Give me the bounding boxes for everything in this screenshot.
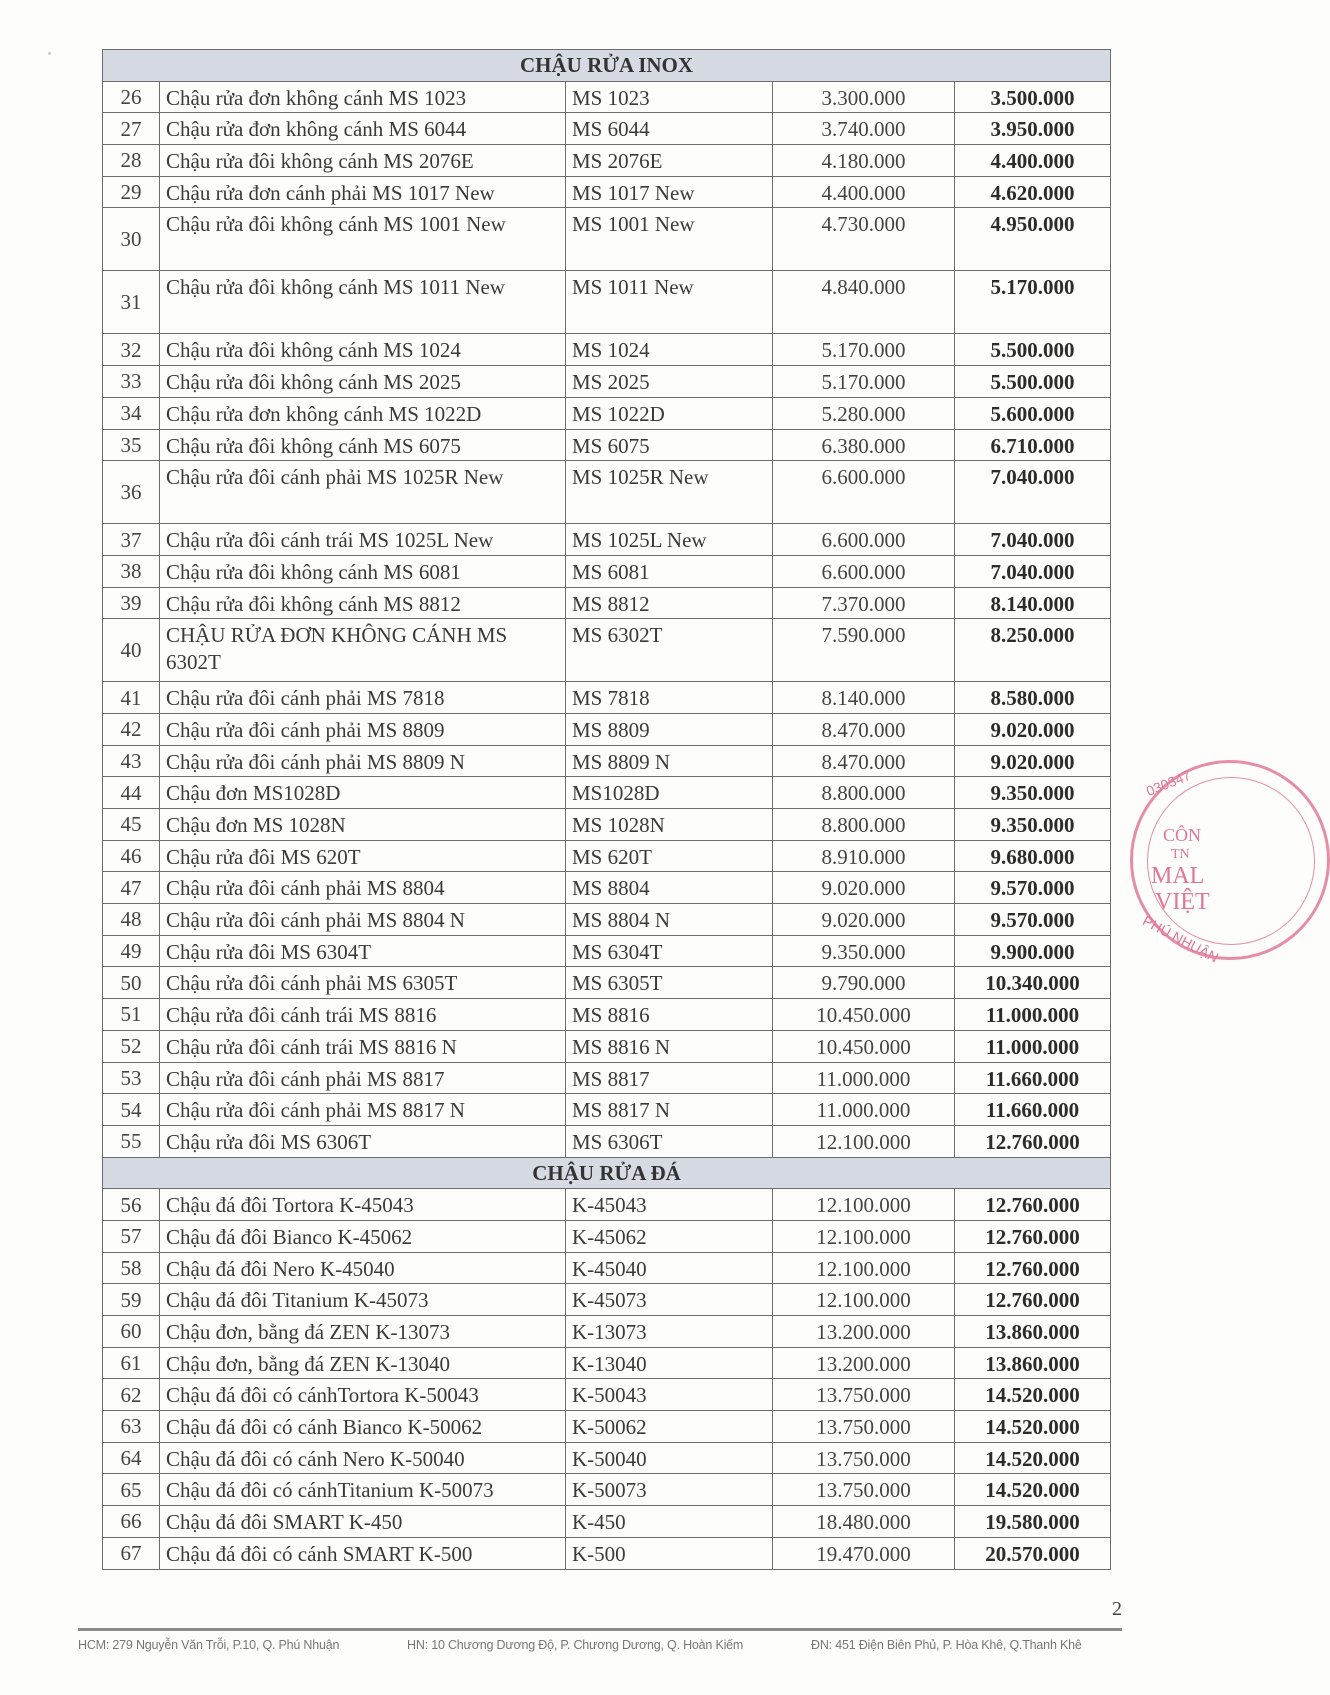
table-row — [103, 524, 1111, 556]
price-old: 12.100.000 — [773, 1125, 955, 1157]
product-code: MS 6306T — [566, 1125, 773, 1157]
product-name: Chậu đá đôi Titanium K-45073 — [160, 1284, 566, 1316]
price-new: 7.040.000 — [955, 524, 1111, 556]
row-number: 37 — [103, 524, 160, 556]
row-number: 62 — [103, 1379, 160, 1411]
product-name: Chậu đá đôi có cánh Bianco K-50062 — [160, 1411, 566, 1443]
section-header-row — [103, 1157, 1111, 1189]
price-old: 12.100.000 — [773, 1252, 955, 1284]
product-name: Chậu rửa đôi không cánh MS 1011 New — [160, 271, 566, 334]
product-name: Chậu đơn MS 1028N — [160, 809, 566, 841]
price-old: 13.200.000 — [773, 1347, 955, 1379]
row-number: 58 — [103, 1252, 160, 1284]
price-new: 8.250.000 — [955, 619, 1111, 682]
row-number: 41 — [103, 682, 160, 714]
row-number: 46 — [103, 840, 160, 872]
table-row — [103, 1189, 1111, 1221]
price-old: 12.100.000 — [773, 1220, 955, 1252]
footer-address-dn: ĐN: 451 Điện Biên Phủ, P. Hòa Khê, Q.Thanh Khê — [811, 1638, 1082, 1652]
table-row — [103, 208, 1111, 271]
price-old: 9.790.000 — [773, 967, 955, 999]
stamp-text-4: VIỆT — [1155, 889, 1210, 915]
price-new: 6.710.000 — [955, 429, 1111, 461]
product-code: MS 1001 New — [566, 208, 773, 271]
product-code: K-450 — [566, 1506, 773, 1538]
price-new: 11.660.000 — [955, 1062, 1111, 1094]
row-number: 53 — [103, 1062, 160, 1094]
price-new: 3.500.000 — [955, 81, 1111, 113]
table-row — [103, 713, 1111, 745]
product-code: MS 1023 — [566, 81, 773, 113]
product-name: Chậu đá đôi Tortora K-45043 — [160, 1189, 566, 1221]
price-new: 19.580.000 — [955, 1506, 1111, 1538]
product-name: Chậu rửa đôi không cánh MS 1024 — [160, 334, 566, 366]
stamp-text-1: CÔN — [1163, 825, 1202, 845]
price-table-body — [103, 50, 1111, 1570]
product-code: K-500 — [566, 1537, 773, 1569]
product-code: MS 6044 — [566, 113, 773, 145]
product-code: MS 620T — [566, 840, 773, 872]
product-code: MS 8809 — [566, 713, 773, 745]
price-old: 7.370.000 — [773, 587, 955, 619]
price-new: 9.350.000 — [955, 777, 1111, 809]
price-new: 9.020.000 — [955, 713, 1111, 745]
price-new: 8.140.000 — [955, 587, 1111, 619]
table-row — [103, 1094, 1111, 1126]
table-row — [103, 1506, 1111, 1538]
product-name: Chậu rửa đôi cánh phải MS 6305T — [160, 967, 566, 999]
price-old: 12.100.000 — [773, 1284, 955, 1316]
row-number: 27 — [103, 113, 160, 145]
product-code: MS 6081 — [566, 555, 773, 587]
table-row — [103, 555, 1111, 587]
price-old: 11.000.000 — [773, 1062, 955, 1094]
table-row — [103, 1284, 1111, 1316]
price-old: 4.730.000 — [773, 208, 955, 271]
price-old: 4.400.000 — [773, 176, 955, 208]
product-code: K-13073 — [566, 1316, 773, 1348]
price-old: 4.840.000 — [773, 271, 955, 334]
product-code: MS 8817 — [566, 1062, 773, 1094]
product-code: K-50062 — [566, 1411, 773, 1443]
price-old: 8.910.000 — [773, 840, 955, 872]
price-new: 8.580.000 — [955, 682, 1111, 714]
price-old: 11.000.000 — [773, 1094, 955, 1126]
table-row — [103, 429, 1111, 461]
row-number: 30 — [103, 208, 160, 271]
product-name: Chậu rửa đôi cánh phải MS 8804 — [160, 872, 566, 904]
product-name: Chậu rửa đôi cánh trái MS 1025L New — [160, 524, 566, 556]
product-code: K-50073 — [566, 1474, 773, 1506]
row-number: 56 — [103, 1189, 160, 1221]
price-new: 4.400.000 — [955, 145, 1111, 177]
table-row — [103, 840, 1111, 872]
product-name: Chậu rửa đôi không cánh MS 1001 New — [160, 208, 566, 271]
price-new: 14.520.000 — [955, 1442, 1111, 1474]
row-number: 36 — [103, 461, 160, 524]
table-row — [103, 777, 1111, 809]
product-code: MS1028D — [566, 777, 773, 809]
table-row — [103, 809, 1111, 841]
row-number: 39 — [103, 587, 160, 619]
product-code: MS 8817 N — [566, 1094, 773, 1126]
section-header-row — [103, 50, 1111, 82]
table-row — [103, 366, 1111, 398]
product-name: Chậu rửa đôi cánh phải MS 8809 — [160, 713, 566, 745]
product-name: Chậu rửa đơn cánh phải MS 1017 New — [160, 176, 566, 208]
row-number: 32 — [103, 334, 160, 366]
price-old: 19.470.000 — [773, 1537, 955, 1569]
price-new: 14.520.000 — [955, 1411, 1111, 1443]
product-code: MS 8809 N — [566, 745, 773, 777]
row-number: 63 — [103, 1411, 160, 1443]
price-old: 6.600.000 — [773, 524, 955, 556]
price-new: 5.170.000 — [955, 271, 1111, 334]
price-new: 9.020.000 — [955, 745, 1111, 777]
product-name: Chậu đá đôi Bianco K-45062 — [160, 1220, 566, 1252]
footer-divider — [78, 1628, 1122, 1631]
row-number: 31 — [103, 271, 160, 334]
product-code: MS 6304T — [566, 935, 773, 967]
product-name: Chậu rửa đôi MS 620T — [160, 840, 566, 872]
row-number: 49 — [103, 935, 160, 967]
price-old: 8.800.000 — [773, 777, 955, 809]
price-old: 9.020.000 — [773, 872, 955, 904]
row-number: 66 — [103, 1506, 160, 1538]
stamp-text-2: TN — [1171, 847, 1190, 862]
row-number: 26 — [103, 81, 160, 113]
product-name: Chậu rửa đôi không cánh MS 2025 — [160, 366, 566, 398]
product-name: Chậu rửa đôi cánh phải MS 7818 — [160, 682, 566, 714]
table-row — [103, 967, 1111, 999]
product-name: Chậu rửa đôi không cánh MS 6075 — [160, 429, 566, 461]
product-name: Chậu đá đôi có cánh SMART K-500 — [160, 1537, 566, 1569]
table-row — [103, 935, 1111, 967]
price-old: 9.020.000 — [773, 904, 955, 936]
product-name: Chậu rửa đôi cánh phải MS 8804 N — [160, 904, 566, 936]
price-new: 5.500.000 — [955, 334, 1111, 366]
table-row — [103, 619, 1111, 682]
product-code: K-50040 — [566, 1442, 773, 1474]
price-old: 5.170.000 — [773, 366, 955, 398]
product-code: K-50043 — [566, 1379, 773, 1411]
row-number: 44 — [103, 777, 160, 809]
product-code: K-13040 — [566, 1347, 773, 1379]
row-number: 47 — [103, 872, 160, 904]
product-code: MS 1011 New — [566, 271, 773, 334]
footer-address-hcm: HCM: 279 Nguyễn Văn Trỗi, P.10, Q. Phú Nhuận — [78, 1638, 340, 1652]
row-number: 33 — [103, 366, 160, 398]
table-row — [103, 1442, 1111, 1474]
product-code: K-45040 — [566, 1252, 773, 1284]
price-old: 7.590.000 — [773, 619, 955, 682]
product-code: MS 1024 — [566, 334, 773, 366]
price-new: 9.900.000 — [955, 935, 1111, 967]
price-old: 9.350.000 — [773, 935, 955, 967]
table-row — [103, 1220, 1111, 1252]
price-new: 14.520.000 — [955, 1474, 1111, 1506]
scan-speck — [48, 52, 51, 55]
product-name: Chậu rửa đôi cánh trái MS 8816 — [160, 999, 566, 1031]
row-number: 55 — [103, 1125, 160, 1157]
table-row — [103, 81, 1111, 113]
price-old: 12.100.000 — [773, 1189, 955, 1221]
row-number: 28 — [103, 145, 160, 177]
product-name: Chậu đơn, bằng đá ZEN K-13040 — [160, 1347, 566, 1379]
table-row — [103, 145, 1111, 177]
product-code: MS 1025R New — [566, 461, 773, 524]
row-number: 64 — [103, 1442, 160, 1474]
price-new: 9.570.000 — [955, 904, 1111, 936]
price-old: 13.750.000 — [773, 1379, 955, 1411]
table-row — [103, 1411, 1111, 1443]
price-old: 3.740.000 — [773, 113, 955, 145]
price-new: 10.340.000 — [955, 967, 1111, 999]
row-number: 57 — [103, 1220, 160, 1252]
row-number: 43 — [103, 745, 160, 777]
section-title: CHẬU RỬA INOX — [103, 50, 1111, 82]
price-old: 3.300.000 — [773, 81, 955, 113]
row-number: 29 — [103, 176, 160, 208]
price-old: 5.170.000 — [773, 334, 955, 366]
price-new: 9.680.000 — [955, 840, 1111, 872]
table-row — [103, 1379, 1111, 1411]
price-new: 5.600.000 — [955, 397, 1111, 429]
price-new: 5.500.000 — [955, 366, 1111, 398]
price-old: 13.200.000 — [773, 1316, 955, 1348]
product-name: Chậu rửa đôi MS 6306T — [160, 1125, 566, 1157]
price-new: 4.950.000 — [955, 208, 1111, 271]
price-new: 9.350.000 — [955, 809, 1111, 841]
price-new: 9.570.000 — [955, 872, 1111, 904]
section-title: CHẬU RỬA ĐÁ — [103, 1157, 1111, 1189]
product-code: MS 8804 — [566, 872, 773, 904]
row-number: 42 — [103, 713, 160, 745]
row-number: 40 — [103, 619, 160, 682]
table-row — [103, 1062, 1111, 1094]
table-row — [103, 1030, 1111, 1062]
product-name: Chậu đơn MS1028D — [160, 777, 566, 809]
table-row — [103, 1316, 1111, 1348]
stamp-bottom-text: PHÚ NHUẬN — [1140, 912, 1222, 966]
product-code: K-45073 — [566, 1284, 773, 1316]
stamp-number: 030347 — [1143, 766, 1194, 800]
product-name: Chậu đá đôi có cánh Nero K-50040 — [160, 1442, 566, 1474]
price-old: 6.380.000 — [773, 429, 955, 461]
price-new: 11.000.000 — [955, 999, 1111, 1031]
row-number: 48 — [103, 904, 160, 936]
row-number: 59 — [103, 1284, 160, 1316]
price-old: 13.750.000 — [773, 1411, 955, 1443]
table-row — [103, 271, 1111, 334]
price-new: 13.860.000 — [955, 1316, 1111, 1348]
product-name: Chậu rửa đơn không cánh MS 1022D — [160, 397, 566, 429]
price-new: 3.950.000 — [955, 113, 1111, 145]
product-code: MS 6075 — [566, 429, 773, 461]
price-old: 6.600.000 — [773, 461, 955, 524]
product-code: MS 1022D — [566, 397, 773, 429]
price-old: 6.600.000 — [773, 555, 955, 587]
table-row — [103, 397, 1111, 429]
table-row — [103, 113, 1111, 145]
product-code: MS 6302T — [566, 619, 773, 682]
price-new: 7.040.000 — [955, 461, 1111, 524]
price-old: 10.450.000 — [773, 1030, 955, 1062]
price-new: 4.620.000 — [955, 176, 1111, 208]
row-number: 60 — [103, 1316, 160, 1348]
product-code: MS 1017 New — [566, 176, 773, 208]
product-code: MS 8812 — [566, 587, 773, 619]
price-old: 18.480.000 — [773, 1506, 955, 1538]
product-code: K-45062 — [566, 1220, 773, 1252]
price-table — [102, 49, 1111, 1570]
footer-address-hn: HN: 10 Chương Dương Độ, P. Chương Dương, Q. Hoàn Kiếm — [407, 1638, 744, 1652]
table-row — [103, 1474, 1111, 1506]
table-row — [103, 334, 1111, 366]
table-row — [103, 461, 1111, 524]
price-new: 12.760.000 — [955, 1220, 1111, 1252]
row-number: 54 — [103, 1094, 160, 1126]
price-old: 5.280.000 — [773, 397, 955, 429]
row-number: 52 — [103, 1030, 160, 1062]
product-name: Chậu rửa đôi MS 6304T — [160, 935, 566, 967]
stamp-text-3: MAL — [1151, 863, 1205, 889]
product-code: MS 7818 — [566, 682, 773, 714]
price-new: 11.660.000 — [955, 1094, 1111, 1126]
table-row — [103, 745, 1111, 777]
company-stamp — [1130, 760, 1330, 966]
product-name: Chậu rửa đôi không cánh MS 8812 — [160, 587, 566, 619]
row-number: 50 — [103, 967, 160, 999]
price-new: 11.000.000 — [955, 1030, 1111, 1062]
table-row — [103, 1537, 1111, 1569]
price-old: 8.470.000 — [773, 745, 955, 777]
product-code: MS 2025 — [566, 366, 773, 398]
product-name: Chậu rửa đôi không cánh MS 2076E — [160, 145, 566, 177]
table-row — [103, 904, 1111, 936]
row-number: 67 — [103, 1537, 160, 1569]
page-number: 2 — [1112, 1598, 1122, 1620]
price-new: 12.760.000 — [955, 1252, 1111, 1284]
product-code: MS 8816 — [566, 999, 773, 1031]
product-code: MS 2076E — [566, 145, 773, 177]
row-number: 65 — [103, 1474, 160, 1506]
product-name: Chậu đá đôi Nero K-45040 — [160, 1252, 566, 1284]
table-row — [103, 872, 1111, 904]
product-name: Chậu rửa đôi không cánh MS 6081 — [160, 555, 566, 587]
product-name: Chậu đá đôi có cánhTortora K-50043 — [160, 1379, 566, 1411]
price-new: 20.570.000 — [955, 1537, 1111, 1569]
product-name: CHẬU RỬA ĐƠN KHÔNG CÁNH MS 6302T — [160, 619, 566, 682]
product-name: Chậu rửa đơn không cánh MS 1023 — [160, 81, 566, 113]
product-code: MS 8804 N — [566, 904, 773, 936]
product-name: Chậu đá đôi SMART K-450 — [160, 1506, 566, 1538]
row-number: 61 — [103, 1347, 160, 1379]
price-new: 14.520.000 — [955, 1379, 1111, 1411]
price-old: 4.180.000 — [773, 145, 955, 177]
price-old: 8.800.000 — [773, 809, 955, 841]
row-number: 38 — [103, 555, 160, 587]
table-row — [103, 1125, 1111, 1157]
price-new: 12.760.000 — [955, 1284, 1111, 1316]
price-new: 12.760.000 — [955, 1125, 1111, 1157]
price-new: 13.860.000 — [955, 1347, 1111, 1379]
price-old: 13.750.000 — [773, 1442, 955, 1474]
price-old: 13.750.000 — [773, 1474, 955, 1506]
row-number: 51 — [103, 999, 160, 1031]
price-new: 12.760.000 — [955, 1189, 1111, 1221]
product-name: Chậu rửa đôi cánh phải MS 1025R New — [160, 461, 566, 524]
table-row — [103, 1252, 1111, 1284]
product-name: Chậu rửa đơn không cánh MS 6044 — [160, 113, 566, 145]
product-name: Chậu đơn, bằng đá ZEN K-13073 — [160, 1316, 566, 1348]
row-number: 34 — [103, 397, 160, 429]
price-old: 10.450.000 — [773, 999, 955, 1031]
table-row — [103, 1347, 1111, 1379]
price-new: 7.040.000 — [955, 555, 1111, 587]
product-name: Chậu rửa đôi cánh phải MS 8809 N — [160, 745, 566, 777]
price-old: 8.140.000 — [773, 682, 955, 714]
product-code: K-45043 — [566, 1189, 773, 1221]
price-old: 8.470.000 — [773, 713, 955, 745]
product-code: MS 6305T — [566, 967, 773, 999]
table-row — [103, 682, 1111, 714]
row-number: 45 — [103, 809, 160, 841]
product-name: Chậu đá đôi có cánhTitanium K-50073 — [160, 1474, 566, 1506]
product-name: Chậu rửa đôi cánh trái MS 8816 N — [160, 1030, 566, 1062]
product-name: Chậu rửa đôi cánh phải MS 8817 — [160, 1062, 566, 1094]
row-number: 35 — [103, 429, 160, 461]
product-code: MS 8816 N — [566, 1030, 773, 1062]
product-name: Chậu rửa đôi cánh phải MS 8817 N — [160, 1094, 566, 1126]
product-code: MS 1025L New — [566, 524, 773, 556]
product-code: MS 1028N — [566, 809, 773, 841]
table-row — [103, 587, 1111, 619]
table-row — [103, 999, 1111, 1031]
table-row — [103, 176, 1111, 208]
